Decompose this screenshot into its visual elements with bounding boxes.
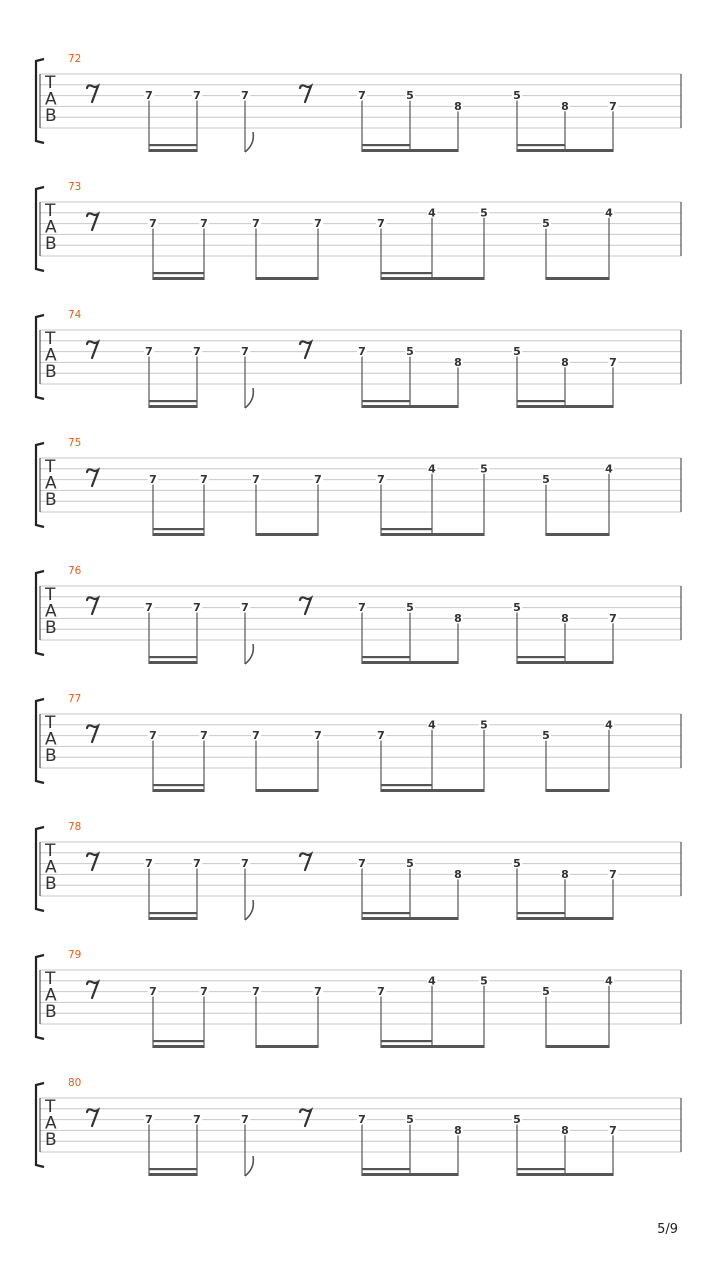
fret-number: 7 bbox=[358, 89, 366, 103]
eighth-rest bbox=[87, 597, 98, 614]
tab-clef-letter: T bbox=[45, 329, 56, 349]
fret-number: 8 bbox=[561, 867, 569, 881]
eighth-rest bbox=[300, 341, 311, 358]
beam-secondary bbox=[381, 528, 432, 530]
fret-number: 5 bbox=[542, 985, 550, 999]
eighth-rest bbox=[87, 85, 98, 102]
fret-number: 7 bbox=[241, 857, 249, 871]
eighth-rest bbox=[87, 981, 98, 998]
tab-clef-letter: A bbox=[45, 601, 57, 622]
beam-secondary bbox=[362, 400, 410, 402]
beam-secondary bbox=[362, 144, 410, 146]
beam-secondary bbox=[153, 272, 204, 274]
tab-clef-letter: B bbox=[45, 1130, 57, 1150]
tab-system-72 bbox=[36, 53, 681, 152]
fret-number: 7 bbox=[193, 1113, 201, 1127]
beam-secondary bbox=[149, 144, 197, 146]
beam-primary bbox=[362, 149, 458, 152]
beam-primary bbox=[149, 917, 197, 920]
tab-system-74 bbox=[36, 309, 681, 408]
eighth-rest bbox=[87, 341, 98, 358]
fret-number: 5 bbox=[542, 729, 550, 743]
tab-system-79 bbox=[36, 949, 681, 1048]
beam-secondary bbox=[362, 912, 410, 914]
fret-number: 7 bbox=[252, 217, 260, 231]
beam-secondary bbox=[381, 1040, 432, 1042]
fret-number: 7 bbox=[314, 729, 322, 743]
fret-number: 7 bbox=[145, 601, 153, 615]
fret-number: 7 bbox=[252, 729, 260, 743]
beam-secondary bbox=[517, 1168, 565, 1170]
eighth-rest bbox=[300, 853, 311, 870]
fret-number: 7 bbox=[609, 1123, 617, 1137]
measure-number: 72 bbox=[68, 53, 82, 65]
beam-primary bbox=[546, 1045, 609, 1048]
beam-primary bbox=[256, 277, 318, 280]
tab-clef-letter: T bbox=[45, 713, 56, 733]
tab-clef-letter: A bbox=[45, 89, 57, 110]
tab-system-77 bbox=[36, 693, 681, 792]
beam-primary bbox=[517, 917, 613, 920]
fret-number: 8 bbox=[454, 611, 462, 625]
fret-number: 7 bbox=[609, 355, 617, 369]
fret-number: 7 bbox=[200, 473, 208, 487]
fret-number: 7 bbox=[252, 985, 260, 999]
fret-number: 5 bbox=[542, 473, 550, 487]
measure-number: 75 bbox=[68, 437, 82, 449]
fret-number: 8 bbox=[454, 99, 462, 113]
tab-clef-letter: B bbox=[45, 1002, 57, 1022]
eighth-rest bbox=[87, 1109, 98, 1126]
fret-number: 5 bbox=[406, 345, 414, 359]
note-flag bbox=[245, 900, 253, 920]
tab-clef-letter: A bbox=[45, 217, 57, 238]
beam-secondary bbox=[153, 784, 204, 786]
fret-number: 7 bbox=[358, 601, 366, 615]
eighth-rest bbox=[87, 725, 98, 742]
fret-number: 5 bbox=[480, 718, 488, 732]
tab-clef-letter: T bbox=[45, 73, 56, 93]
note-flag bbox=[245, 1156, 253, 1176]
tab-clef-letter: B bbox=[45, 234, 57, 254]
tab-clef-letter: B bbox=[45, 362, 57, 382]
fret-number: 7 bbox=[200, 729, 208, 743]
beam-secondary bbox=[517, 912, 565, 914]
tab-clef-letter: T bbox=[45, 1097, 56, 1117]
fret-number: 7 bbox=[145, 345, 153, 359]
fret-number: 4 bbox=[428, 206, 436, 220]
beam-secondary bbox=[149, 1168, 197, 1170]
fret-number: 7 bbox=[149, 985, 157, 999]
fret-number: 7 bbox=[145, 89, 153, 103]
beam-secondary bbox=[517, 656, 565, 658]
fret-number: 7 bbox=[145, 1113, 153, 1127]
fret-number: 5 bbox=[480, 462, 488, 476]
eighth-rest bbox=[87, 213, 98, 230]
beam-primary bbox=[546, 789, 609, 792]
fret-number: 7 bbox=[358, 857, 366, 871]
tab-system-80 bbox=[36, 1077, 681, 1176]
fret-number: 5 bbox=[513, 857, 521, 871]
measure-number: 76 bbox=[68, 565, 82, 577]
beam-secondary bbox=[153, 1040, 204, 1042]
beam-primary bbox=[546, 277, 609, 280]
tab-clef-letter: A bbox=[45, 729, 57, 750]
tab-system-76 bbox=[36, 565, 681, 664]
fret-number: 4 bbox=[605, 974, 613, 988]
tab-clef-letter: T bbox=[45, 969, 56, 989]
beam-primary bbox=[149, 661, 197, 664]
beam-secondary bbox=[517, 400, 565, 402]
fret-number: 7 bbox=[314, 217, 322, 231]
measure-number: 80 bbox=[68, 1077, 82, 1089]
fret-number: 7 bbox=[241, 601, 249, 615]
fret-number: 8 bbox=[454, 1123, 462, 1137]
fret-number: 7 bbox=[200, 217, 208, 231]
fret-number: 5 bbox=[406, 89, 414, 103]
tab-clef-letter: T bbox=[45, 841, 56, 861]
fret-number: 7 bbox=[193, 857, 201, 871]
note-flag bbox=[245, 388, 253, 408]
fret-number: 7 bbox=[314, 473, 322, 487]
measure-number: 74 bbox=[68, 309, 82, 321]
beam-secondary bbox=[149, 656, 197, 658]
beam-primary bbox=[149, 1173, 197, 1176]
beam-primary bbox=[153, 277, 204, 280]
beam-primary bbox=[362, 661, 458, 664]
fret-number: 7 bbox=[314, 985, 322, 999]
tab-clef-letter: T bbox=[45, 457, 56, 477]
fret-number: 7 bbox=[145, 857, 153, 871]
tab-clef-letter: B bbox=[45, 746, 57, 766]
fret-number: 4 bbox=[605, 206, 613, 220]
beam-primary bbox=[153, 789, 204, 792]
fret-number: 8 bbox=[561, 99, 569, 113]
tab-clef-letter: A bbox=[45, 985, 57, 1006]
beam-primary bbox=[256, 1045, 318, 1048]
beam-primary bbox=[517, 149, 613, 152]
tab-system-78 bbox=[36, 821, 681, 920]
fret-number: 7 bbox=[149, 473, 157, 487]
measure-number: 73 bbox=[68, 181, 82, 193]
fret-number: 8 bbox=[561, 1123, 569, 1137]
fret-number: 5 bbox=[406, 857, 414, 871]
beam-secondary bbox=[517, 144, 565, 146]
fret-number: 4 bbox=[428, 974, 436, 988]
beam-primary bbox=[381, 1045, 484, 1048]
beam-secondary bbox=[381, 272, 432, 274]
beam-primary bbox=[153, 533, 204, 536]
fret-number: 4 bbox=[605, 462, 613, 476]
fret-number: 7 bbox=[377, 473, 385, 487]
fret-number: 5 bbox=[480, 206, 488, 220]
measure-number: 79 bbox=[68, 949, 82, 961]
fret-number: 7 bbox=[609, 867, 617, 881]
tab-system-75 bbox=[36, 437, 681, 536]
beam-secondary bbox=[149, 912, 197, 914]
fret-number: 7 bbox=[193, 601, 201, 615]
tab-clef-letter: A bbox=[45, 345, 57, 366]
fret-number: 8 bbox=[454, 867, 462, 881]
beam-secondary bbox=[362, 656, 410, 658]
eighth-rest bbox=[300, 1109, 311, 1126]
tab-clef-letter: A bbox=[45, 857, 57, 878]
beam-primary bbox=[517, 1173, 613, 1176]
eighth-rest bbox=[87, 469, 98, 486]
fret-number: 8 bbox=[454, 355, 462, 369]
fret-number: 7 bbox=[377, 729, 385, 743]
beam-primary bbox=[149, 149, 197, 152]
fret-number: 7 bbox=[193, 89, 201, 103]
fret-number: 5 bbox=[480, 974, 488, 988]
fret-number: 7 bbox=[241, 345, 249, 359]
fret-number: 7 bbox=[149, 729, 157, 743]
tab-clef-letter: A bbox=[45, 473, 57, 494]
fret-number: 5 bbox=[513, 345, 521, 359]
measure-number: 78 bbox=[68, 821, 82, 833]
fret-number: 7 bbox=[609, 611, 617, 625]
fret-number: 5 bbox=[406, 1113, 414, 1127]
fret-number: 7 bbox=[193, 345, 201, 359]
fret-number: 7 bbox=[609, 99, 617, 113]
beam-primary bbox=[149, 405, 197, 408]
eighth-rest bbox=[300, 85, 311, 102]
fret-number: 7 bbox=[358, 345, 366, 359]
eighth-rest bbox=[87, 853, 98, 870]
beam-primary bbox=[546, 533, 609, 536]
beam-primary bbox=[153, 1045, 204, 1048]
tab-clef-letter: A bbox=[45, 1113, 57, 1134]
beam-primary bbox=[256, 789, 318, 792]
beam-primary bbox=[256, 533, 318, 536]
beam-primary bbox=[381, 533, 484, 536]
beam-secondary bbox=[362, 1168, 410, 1170]
beam-secondary bbox=[153, 528, 204, 530]
fret-number: 7 bbox=[241, 89, 249, 103]
fret-number: 7 bbox=[149, 217, 157, 231]
beam-primary bbox=[381, 789, 484, 792]
fret-number: 7 bbox=[377, 217, 385, 231]
fret-number: 5 bbox=[513, 89, 521, 103]
tab-clef-letter: B bbox=[45, 618, 57, 638]
beam-primary bbox=[362, 917, 458, 920]
fret-number: 5 bbox=[513, 1113, 521, 1127]
beam-secondary bbox=[381, 784, 432, 786]
note-flag bbox=[245, 132, 253, 152]
eighth-rest bbox=[300, 597, 311, 614]
tab-clef-letter: T bbox=[45, 201, 56, 221]
measure-number: 77 bbox=[68, 693, 82, 705]
fret-number: 7 bbox=[358, 1113, 366, 1127]
fret-number: 5 bbox=[406, 601, 414, 615]
fret-number: 8 bbox=[561, 611, 569, 625]
beam-primary bbox=[362, 405, 458, 408]
beam-primary bbox=[517, 405, 613, 408]
fret-number: 7 bbox=[252, 473, 260, 487]
fret-number: 7 bbox=[200, 985, 208, 999]
fret-number: 5 bbox=[542, 217, 550, 231]
tab-clef-letter: B bbox=[45, 106, 57, 126]
tab-clef-letter: T bbox=[45, 585, 56, 605]
tab-clef-letter: B bbox=[45, 874, 57, 894]
tab-clef-letter: B bbox=[45, 490, 57, 510]
beam-secondary bbox=[149, 400, 197, 402]
beam-primary bbox=[381, 277, 484, 280]
beam-primary bbox=[362, 1173, 458, 1176]
fret-number: 4 bbox=[605, 718, 613, 732]
fret-number: 7 bbox=[241, 1113, 249, 1127]
fret-number: 4 bbox=[428, 718, 436, 732]
fret-number: 4 bbox=[428, 462, 436, 476]
page-number: 5/9 bbox=[657, 1222, 678, 1237]
beam-primary bbox=[517, 661, 613, 664]
fret-number: 7 bbox=[377, 985, 385, 999]
note-flag bbox=[245, 644, 253, 664]
fret-number: 5 bbox=[513, 601, 521, 615]
fret-number: 8 bbox=[561, 355, 569, 369]
tab-system-73 bbox=[36, 181, 681, 280]
